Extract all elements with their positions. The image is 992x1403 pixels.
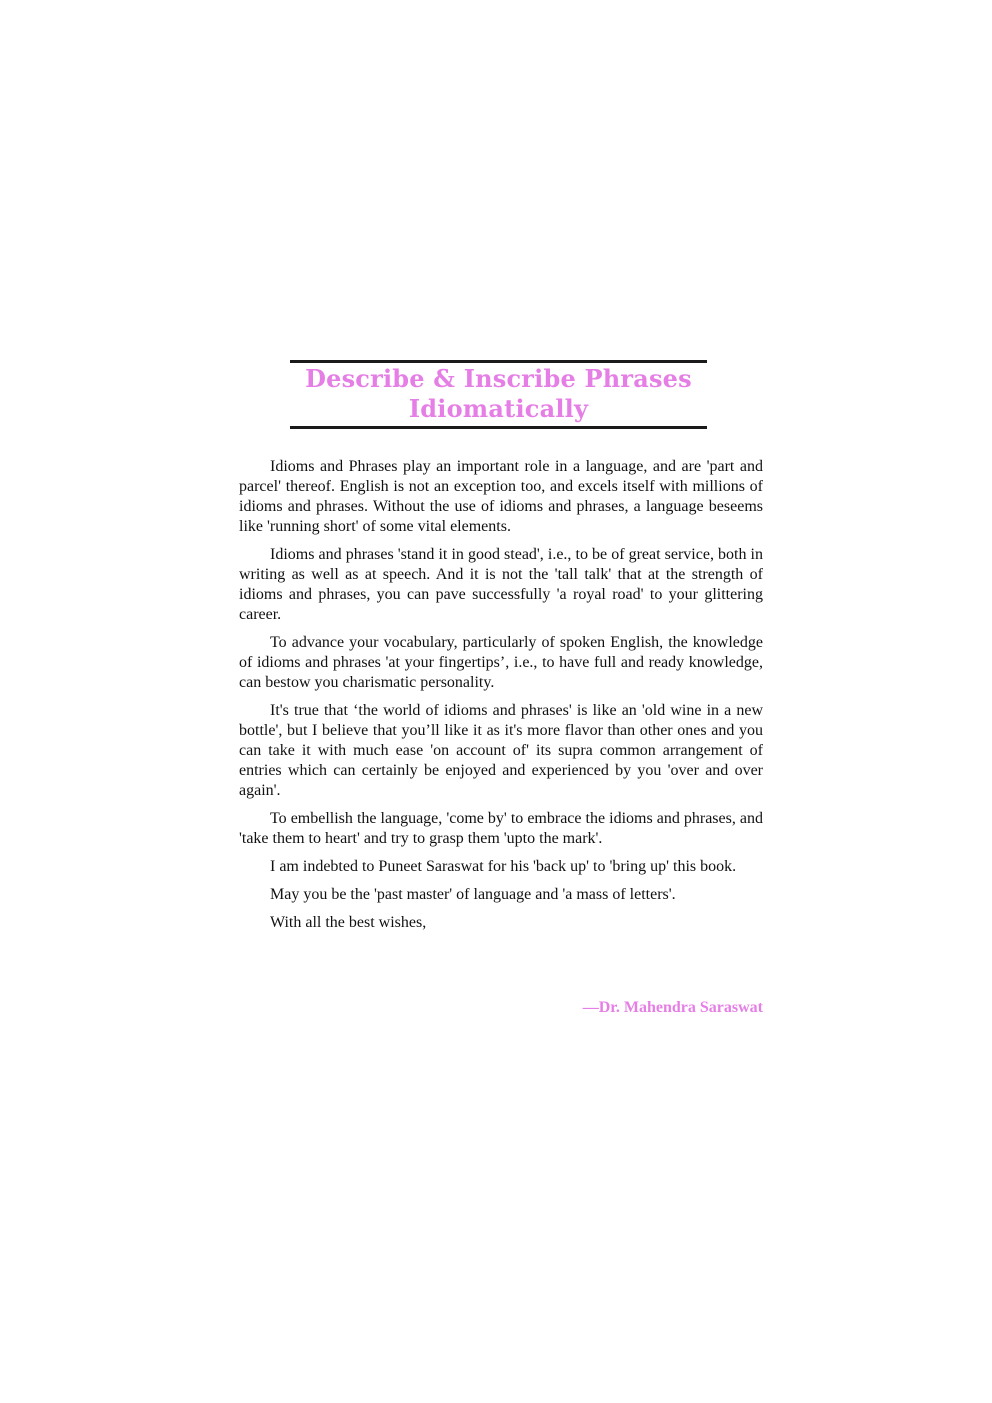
paragraph-6: I am indebted to Puneet Saraswat for his 'back up' to 'bring up' this book. bbox=[270, 858, 737, 875]
title-bottom-rule bbox=[290, 426, 707, 429]
paragraph-4: It's true that ‘the world of idioms and phrases' is like an 'old wine in a new bottle', but I believe that you’ll like it as it's more flavor than other ones and you can take it with much ease 'on account of' its supra common arrangement of entries which can certainly be enjoyed and experienced by you 'over and over again'. bbox=[239, 702, 763, 799]
paragraph-2: Idioms and phrases 'stand it in good stead', i.e., to be of great service, both in writing as well as at speech. And it is not the 'tall talk' that at the strength of idioms and phrases, you can pave successfully 'a royal road' to your glittering career. bbox=[239, 546, 763, 623]
title-line-1: Describe & Inscribe Phrases bbox=[305, 364, 692, 393]
page-title bbox=[290, 364, 707, 424]
preface-body bbox=[239, 457, 763, 933]
paragraph-1: Idioms and Phrases play an important role in a language, and are 'part and parcel' thereof. English is not an exception too, and excels itself with millions of idioms and phrases. Without the use of idioms and phrases, a language beseems like 'running short' of some vital elements. bbox=[239, 458, 763, 535]
title-line-2: Idiomatically bbox=[408, 394, 589, 423]
paragraph-3: To advance your vocabulary, particularly of spoken English, the knowledge of idioms and phrases 'at your fingertips’, i.e., to have full and ready knowledge, can bestow you charismatic personality. bbox=[239, 634, 763, 691]
title-top-rule bbox=[290, 360, 707, 363]
paragraph-8: With all the best wishes, bbox=[270, 914, 427, 931]
author-signature: —Dr. Mahendra Saraswat bbox=[582, 999, 763, 1016]
paragraph-7: May you be the 'past master' of language and 'a mass of letters'. bbox=[270, 886, 676, 903]
paragraph-5: To embellish the language, 'come by' to embrace the idioms and phrases, and 'take them to heart' and try to grasp them 'upto the mark'. bbox=[239, 810, 763, 847]
